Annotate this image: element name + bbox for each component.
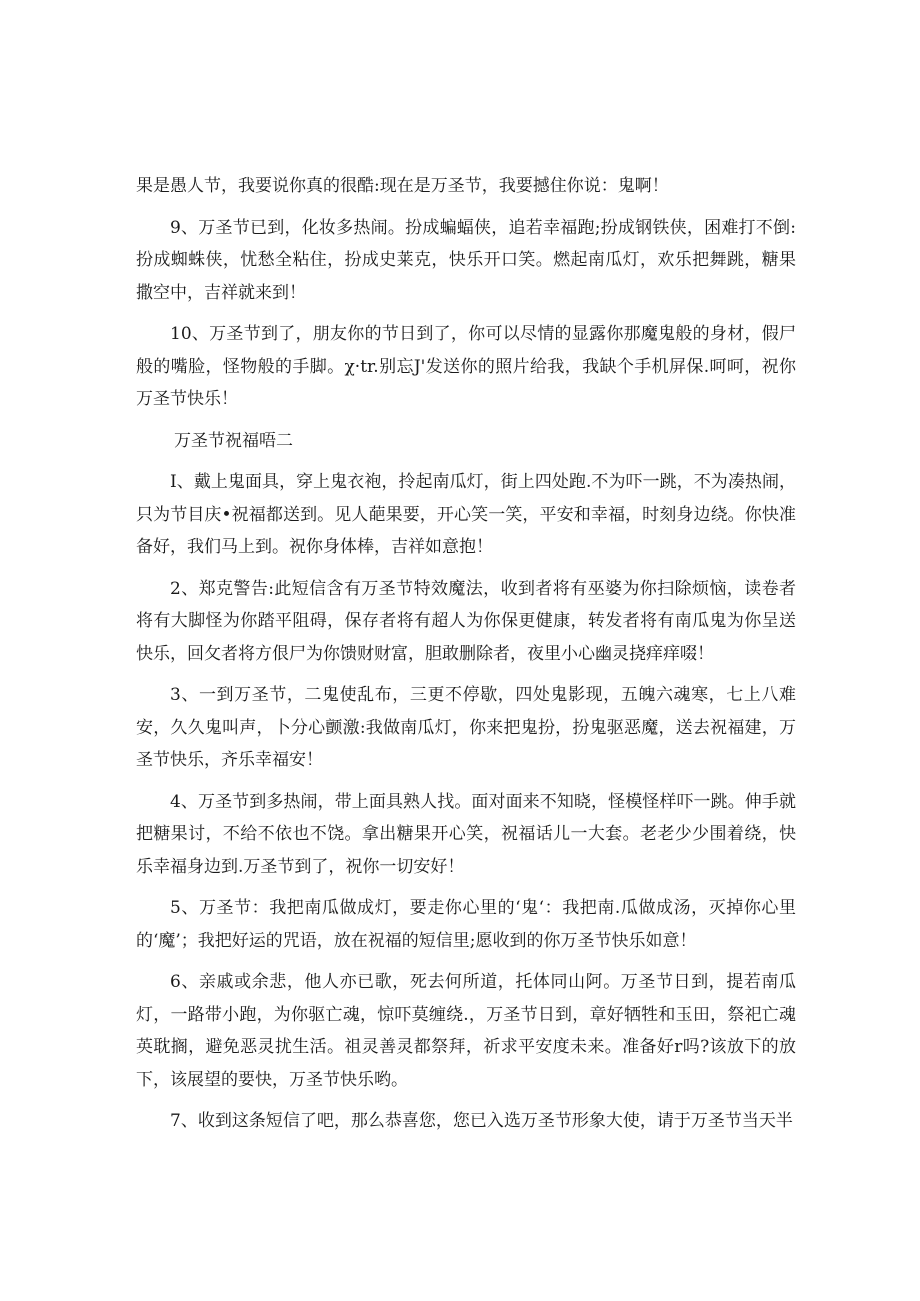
paragraph-item-3: 3、一到万圣节，二鬼使乱布，三更不停歇，四处鬼影现，五魄六魂寒，七上八难安，久久鬼叫声，卜分心颤激:我做南瓜灯，你来把鬼扮，扮鬼驱恶魔，送去祝福建，万圣节快乐，齐乐幸福安！ — [136, 685, 796, 770]
paragraph-item-1: I、戴上鬼面具，穿上鬼衣袍，拎起南瓜灯，街上四处跑.不为吓一跳，不为凑热闹，只为节目庆•祝福都送到。见人葩果要，开心笑一笑，平安和幸福，时刻身边绕。你快准备好，我们马上到。祝你身体棒，吉祥如意抱！ — [136, 472, 796, 557]
paragraph-item-2: 2、郑克警告:此短信含有万圣节特效魔法，收到者将有巫婆为你扫除烦恼，读卷者将有大脚怪为你踏平阻碍，保存者将有超人为你保更健康，转发者将有南瓜鬼为你呈送快乐，回攵者将方佷尸为你馈财财富，胆敢删除者，夜里小心幽灵挠痒痒啜！ — [136, 578, 796, 664]
document-body — [136, 170, 796, 1138]
paragraph-item-10: 10、万圣节到了，朋友你的节日到了，你可以尽情的显露你那魔鬼般的身材，假尸般的嘴脸，怪物般的手脚。χ·tr.别忘J'发送你的照片给我，我缺个手机屏保.呵呵，祝你万圣节快乐！ — [136, 324, 796, 409]
paragraph-item-7: 7、收到这条短信了吧，那么恭喜您，您已入选万圣节形象大使，请于万圣节当天半 — [170, 1111, 793, 1131]
paragraph-item-5: 5、万圣节：我把南瓜做成灯，要走你心里的‘鬼‘：我把南.瓜做成汤，灭掉你心里的‘魔’；我把好运的咒语，放在祝福的短信里;愿收到的你万圣节快乐如意！ — [136, 898, 796, 951]
paragraph-continued: 果是愚人节，我要说你真的很酷:现在是万圣节，我要撼住你说：鬼啊！ — [136, 176, 669, 196]
paragraph-item-6: 6、亲戚或余悲，他人亦已歌，死去何所道，托体同山阿。万圣节日到，提若南瓜灯，一路带小跑，为你驱亡魂，惊吓莫缠绕.，万圣节日到，章好牺牲和玉田，祭祀亡魂英耽搁，避免恶灵扰生活。祖灵善灵都祭拜，祈求平安度未来。准备好r吗?该放下的放下，该展望的要快，万圣节快乐哟。 — [136, 972, 796, 1090]
paragraph-item-9: 9、万圣节已到，化妆多热闹。扮成蝙蝠侠，追若幸福跑;扮成钢铁侠，困难打不倒:扮成蜘蛛侠，忧愁全粘住，扮成史莱克，快乐开口笑。燃起南瓜灯，欢乐把舞跳，糖果撒空中，吉祥就来到！ — [136, 217, 796, 303]
paragraph-item-4: 4、万圣节到多热闹，带上面具熟人找。面对面来不知晓，怪模怪样吓一跳。伸手就把糖果讨，不给不依也不饶。拿出糖果开心笑，祝福话儿一大套。老老少少围着绕，快乐幸福身边到.万圣节到了，祝你一切安好！ — [136, 791, 796, 877]
section-title: 万圣节祝福唔二 — [174, 430, 293, 451]
